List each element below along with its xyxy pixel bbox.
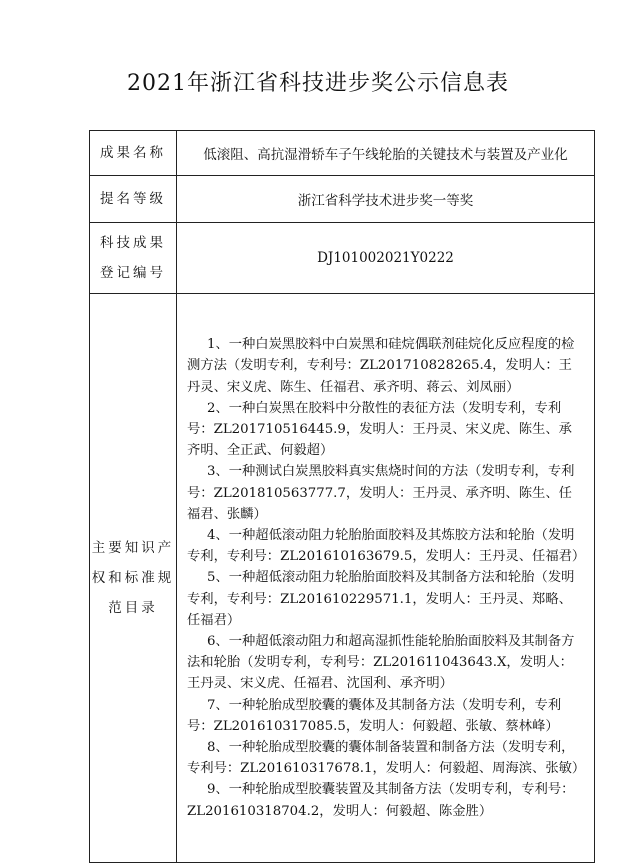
registration-label-line-2: 登记编号 [100,265,166,281]
page-title: 2021年浙江省科技进步奖公示信息表 [127,71,509,96]
project-name-row [90,131,595,176]
project-name-label: 成果名称 [90,131,177,176]
grade-value: 浙江省科学技术进步奖一等奖 [177,176,595,223]
grade-row [90,176,595,223]
ip-label-line-1: 主要知识产 [91,540,175,556]
ip-label-line-3: 范目录 [108,600,158,616]
registration-label [90,223,177,294]
ip-list [177,294,595,863]
registration-row [90,223,595,294]
grade-label: 提名等级 [90,176,177,223]
ip-row [90,294,595,863]
ip-list-item: 5、一种超低滚动阻力轮胎胎面胶料及其制备方法和轮胎（发明专利，专利号：ZL201610229571.1，发明人：王丹灵、郑略、任福君） [187,570,575,628]
ip-label [90,294,177,863]
ip-list-item: 2、一种白炭黑在胶料中分散性的表征方法（发明专利，专利号：ZL201710516445.9，发明人：王丹灵、宋义虎、陈生、承齐明、全正武、何毅超） [187,400,572,459]
ip-list-item: 6、一种超低滚动阻力和超高湿抓性能轮胎胎面胶料及其制备方法和轮胎（发明专利，专利号：ZL201611043643.X，发明人：王丹灵、宋义虎、任福君、沈国利、承齐明） [187,634,575,692]
ip-label-line-2: 权和标准规 [91,570,175,586]
project-name-value: 低滚阻、高抗湿滑轿车子午线轮胎的关键技术与装置及产业化 [177,131,595,176]
ip-list-item: 8、一种轮胎成型胶囊的囊体制备装置和制备方法（发明专利，专利号：ZL201610317678.1，发明人：何毅超、周海滨、张敏） [187,740,586,777]
ip-list-item: 3、一种测试白炭黑胶料真实焦烧时间的方法（发明专利，专利号：ZL201810563777.7，发明人：王丹灵、承齐明、陈生、任福君、张麟） [187,464,575,522]
registration-label-line-1: 科技成果 [100,235,166,251]
ip-list-item: 9、一种轮胎成型胶囊装置及其制备方法（发明专利，专利号：ZL201610318704.2，发明人：何毅超、陈金胜） [187,782,575,819]
ip-list-item: 7、一种轮胎成型胶囊的囊体及其制备方法（发明专利，专利号：ZL201610317085.5，发明人：何毅超、张敏、蔡林峰） [187,697,562,734]
ip-list-item: 4、一种超低滚动阻力轮胎胎面胶料及其炼胶方法和轮胎（发明专利，专利号：ZL201610163679.5，发明人：王丹灵、任福君） [187,527,586,565]
registration-number: DJ101002021Y0222 [177,223,595,294]
ip-list-item: 1、一种白炭黑胶料中白炭黑和硅烷偶联剂硅烷化反应程度的检测方法（发明专利，专利号：ZL201710828265.4，发明人：王丹灵、宋义虎、陈生、任福君、承齐明、蒋云、刘凤丽） [187,337,575,395]
info-table [89,130,595,863]
